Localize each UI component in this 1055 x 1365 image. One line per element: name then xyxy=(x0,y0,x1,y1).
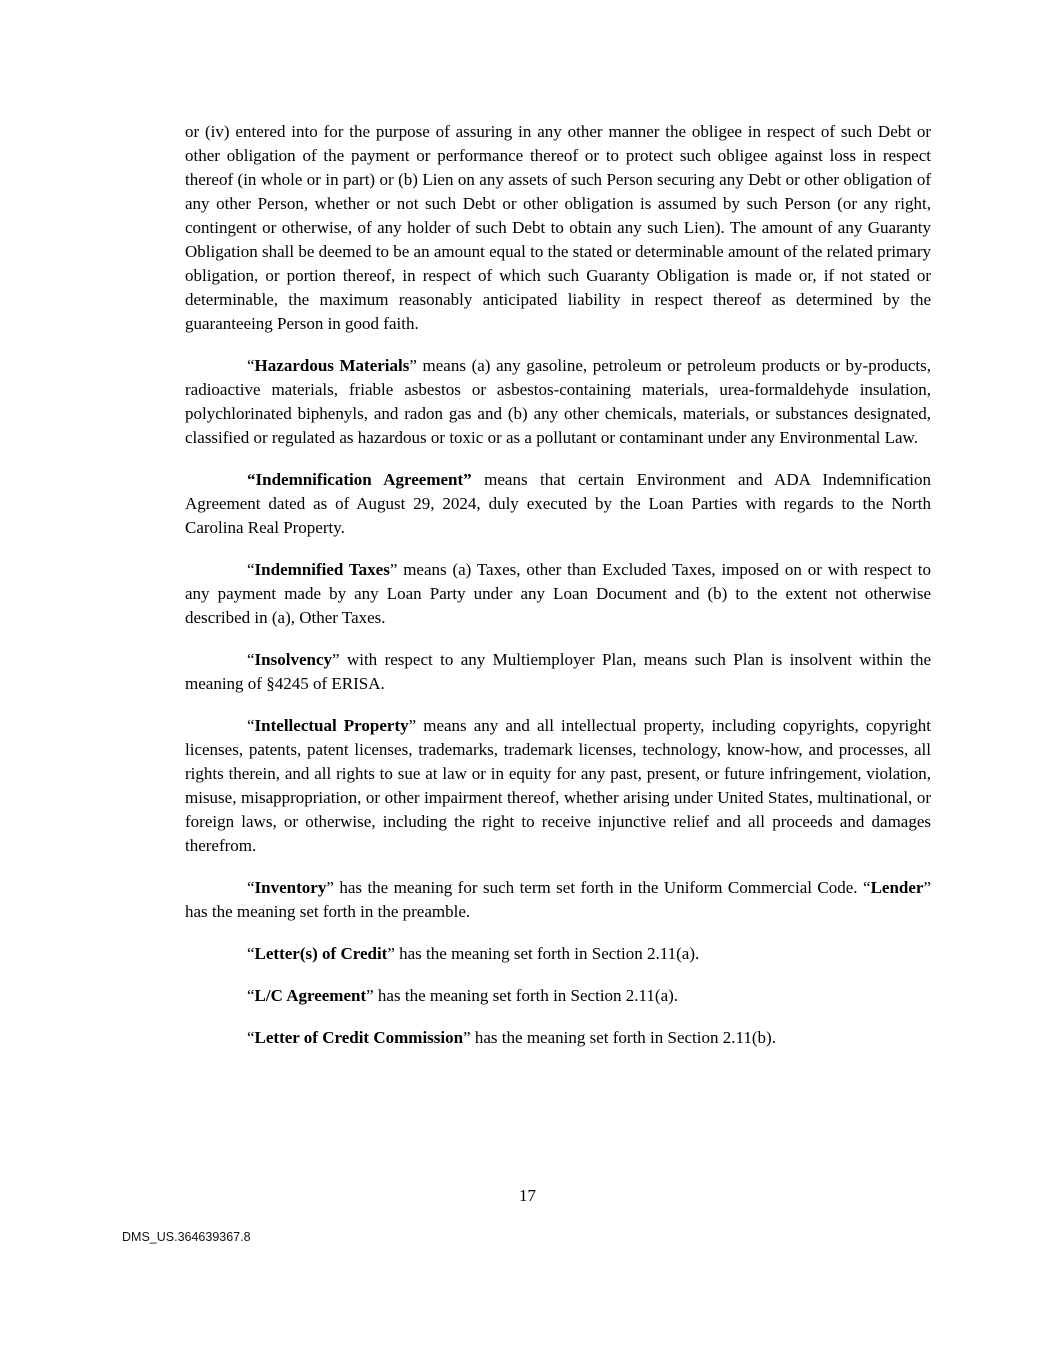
text-run: “ xyxy=(247,560,255,579)
text-run: “ xyxy=(247,878,255,897)
text-run: ” means (a) any gasoline, petroleum or petroleum products or by-products, radioactive materials, friable asbestos or asbestos-containing materials, urea-formaldehyde insulation, polychlorinated biphenyls, and radon gas and (b) any other chemicals, materials, or substances designated, classified or regulated as hazardous or toxic or as a pollutant or contaminant under any Environmental Law. xyxy=(185,356,931,447)
text-run: “ xyxy=(247,716,255,735)
defined-term: Letter(s) of Credit xyxy=(254,944,388,963)
paragraph xyxy=(185,1026,931,1050)
defined-term: L/C Agreement xyxy=(254,986,367,1005)
defined-term: Insolvency xyxy=(254,650,333,669)
text-run: ” has the meaning set forth in Section 2.11(a). xyxy=(366,986,679,1005)
paragraph xyxy=(185,984,931,1008)
paragraph xyxy=(185,648,931,696)
text-run: or (iv) entered into for the purpose of assuring in any other manner the obligee in respect of such Debt or other obligation of the payment or performance thereof or to protect such obligee against loss in respect thereof (in whole or in part) or (b) Lien on any assets of such Person securing any Debt or other obligation of any other Person, whether or not such Debt or other obligation is assumed by such Person (or any right, contingent or otherwise, of any holder of such Debt to obtain any such Lien). The amount of any Guaranty Obligation shall be deemed to be an amount equal to the stated or determinable amount of the related primary obligation, or portion thereof, in respect of which such Guaranty Obligation is made or, if not stated or determinable, the maximum reasonably anticipated liability in respect thereof as determined by the guaranteeing Person in good faith. xyxy=(185,122,931,333)
text-run: “ xyxy=(247,650,255,669)
defined-term: Indemnified Taxes xyxy=(254,560,390,579)
text-run: “ xyxy=(247,356,255,375)
text-run: ” means any and all intellectual property, including copyrights, copyright licenses, patents, patent licenses, trademarks, trademark licenses, technology, know-how, and processes, all rights therein, and all rights to sue at law or in equity for any past, present, or future infringement, violation, misuse, misappropriation, or other impairment thereof, whether arising under United States, multinational, or foreign laws, or otherwise, including the right to receive injunctive relief and all proceeds and damages therefrom. xyxy=(185,716,931,855)
text-run: ” means (a) Taxes, other than Excluded Taxes, imposed on or with respect to any payment made by any Loan Party under any Loan Document and (b) to the extent not otherwise described in (a), Other Taxes. xyxy=(185,560,931,627)
paragraph xyxy=(185,942,931,966)
defined-term: Hazardous Materials xyxy=(254,356,410,375)
page-number: 17 xyxy=(519,1186,536,1205)
text-run: ” has the meaning set forth in the preamble. xyxy=(185,878,931,921)
paragraph xyxy=(185,714,931,858)
paragraph xyxy=(185,876,931,924)
paragraph xyxy=(185,468,931,540)
paragraph xyxy=(185,120,931,336)
defined-term: Inventory xyxy=(254,878,327,897)
text-run: means that certain Environment and ADA Indemnification Agreement dated as of August 29, 2024, duly executed by the Loan Parties with regards to the North Carolina Real Property. xyxy=(185,470,932,537)
text-run: ” has the meaning for such term set forth in the Uniform Commercial Code. “ xyxy=(326,878,871,897)
defined-term: Lender xyxy=(870,878,924,897)
paragraph xyxy=(185,354,931,450)
document-id-footer: DMS_US.364639367.8 xyxy=(122,1230,251,1244)
text-run: ” has the meaning set forth in Section 2.11(b). xyxy=(463,1028,776,1047)
text-run: “ xyxy=(247,944,255,963)
document-body xyxy=(185,120,931,1068)
text-run: “ xyxy=(247,986,255,1005)
defined-term: Intellectual Property xyxy=(254,716,409,735)
text-run: ” with respect to any Multiemployer Plan, means such Plan is insolvent within the meaning of §4245 of ERISA. xyxy=(185,650,931,693)
text-run: “ xyxy=(247,1028,255,1047)
defined-term: “Indemnification Agreement” xyxy=(247,470,472,489)
paragraph xyxy=(185,558,931,630)
defined-term: Letter of Credit Commission xyxy=(254,1028,464,1047)
text-run: ” has the meaning set forth in Section 2.11(a). xyxy=(387,944,700,963)
